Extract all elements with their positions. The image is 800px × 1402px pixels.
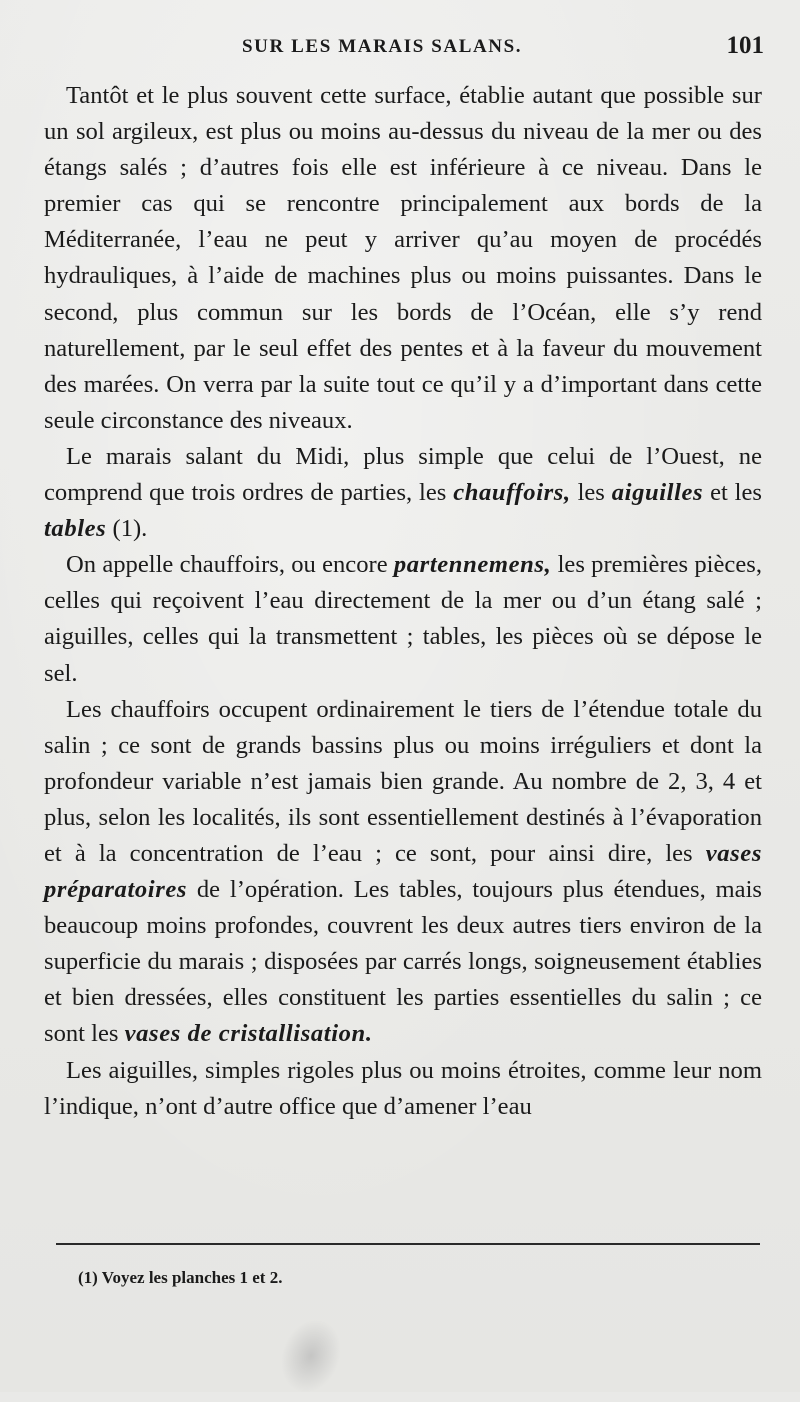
emphasized-term: chauffoirs,	[453, 479, 571, 507]
paragraph	[44, 692, 762, 1053]
paragraph	[44, 1053, 762, 1125]
paragraph	[44, 78, 762, 439]
emphasized-term: vases préparatoires	[44, 839, 762, 904]
text-run: Le marais salant du Midi, plus simple que celui de l’Ouest, ne comprend que trois ordres de parties, les	[44, 442, 762, 507]
text-run: de l’opération. Les tables, toujours plus étendues, mais beaucoup moins profondes, couvrent les deux autres tiers environ de la superficie du marais ; disposées par carrés longs, soigneusement établies et bien dressées, elles constituent les parties essentielles du salin ; ce sont les	[44, 876, 762, 1048]
footnote: (1) Voyez les planches 1 et 2.	[78, 1268, 283, 1287]
running-title: SUR LES MARAIS SALANS.	[242, 36, 523, 57]
body-text	[44, 78, 762, 1125]
emphasized-term: aiguilles	[611, 479, 704, 507]
text-run: les	[570, 479, 612, 507]
footnote-rule	[56, 1243, 760, 1245]
text-run: les premières pièces, celles qui reçoivent l’eau directement de la mer ou d’un étang salé ; aiguilles, celles qui la transmettent ; tables, les pièces où se dépose le sel.	[44, 551, 762, 687]
emphasized-term: partennemens,	[393, 551, 552, 579]
text-run: Les aiguilles, simples rigoles plus ou moins étroites, comme leur nom l’indique, n’ont d’autre office que d’amener l’eau	[44, 1056, 762, 1120]
text-run: On appelle chauffoirs, ou encore	[66, 551, 394, 579]
text-run: Tantôt et le plus souvent cette surface, établie autant que possible sur un sol argileux, est plus ou moins au-dessus du niveau de la mer ou des étangs salés ; d’autres fois elle est inférieure à ce niveau. Dans le premier cas qui se rencontre principalement aux bords de la Méditerranée, l’eau ne peut y arriver qu’au moyen de procédés hydrauliques, à l’aide de machines plus ou moins puissantes. Dans le second, plus commun sur les bords de l’Océan, elle s’y rend naturellement, par le seul effet des pentes et à la faveur du mouvement des marées. On verra par la suite tout ce qu’il y a d’important dans cette seule circonstance des niveaux.	[44, 82, 762, 434]
paragraph	[44, 547, 762, 691]
text-run: et les	[703, 479, 762, 507]
text-run: Les chauffoirs occupent ordinairement le tiers de l’étendue totale du salin ; ce sont de grands bassins plus ou moins irréguliers et dont la profondeur variable n’est jamais bien grande. Au nombre de 2, 3, 4 et plus, selon les localités, ils sont essentiellement destinés à l’évaporation et à la concentration de l’eau ; ce sont, pour ainsi dire, les	[44, 695, 762, 867]
paragraph	[44, 439, 762, 547]
emphasized-term: vases de cristallisation.	[124, 1020, 373, 1048]
page-header	[0, 34, 800, 64]
text-run: (1).	[106, 515, 148, 543]
page-number: 101	[726, 32, 764, 59]
emphasized-term: tables	[44, 515, 107, 543]
paper-stain	[271, 1310, 351, 1401]
